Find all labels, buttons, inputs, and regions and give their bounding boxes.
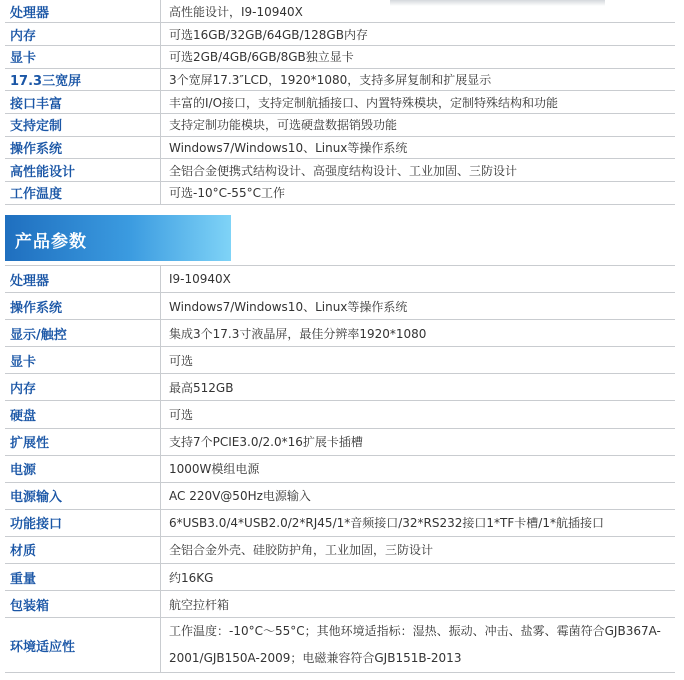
row-label: 操作系统: [5, 136, 161, 159]
row-value: Windows7/Windows10、Linux等操作系统: [161, 293, 676, 320]
row-label: 处理器: [5, 0, 161, 23]
row-value: 全铝合金便携式结构设计、高强度结构设计、工业加固、三防设计: [161, 159, 676, 182]
table-row: [5, 45, 675, 68]
table-row: [5, 293, 675, 320]
section-title: 产品参数: [15, 232, 87, 252]
table-row: [5, 23, 675, 46]
table-row: [5, 91, 675, 114]
row-value: 可选: [161, 347, 676, 374]
table-row: [5, 266, 675, 293]
table-row: [5, 182, 675, 205]
row-value: 可选-10°C-55°C工作: [161, 182, 676, 205]
row-value: AC 220V@50Hz电源输入: [161, 482, 676, 509]
params-table: [5, 265, 675, 673]
row-value: 丰富的I/O接口，支持定制航插接口、内置特殊模块，定制特殊结构和功能: [161, 91, 676, 114]
row-value: 可选16GB/32GB/64GB/128GB内存: [161, 23, 676, 46]
row-label: 内存: [5, 374, 161, 401]
row-value: I9-10940X: [161, 266, 676, 293]
row-value: Windows7/Windows10、Linux等操作系统: [161, 136, 676, 159]
table-row: [5, 509, 675, 536]
row-value: 工作温度：-10°C～55°C；其他环境适指标：湿热、振动、冲击、盐雾、霉菌符合GJB367A-2001/GJB150A-2009；电磁兼容符合GJB151B-2013: [161, 618, 676, 673]
table-row: [5, 482, 675, 509]
row-value: 3个宽屏17.3″LCD，1920*1080，支持多屏复制和扩展显示: [161, 68, 676, 91]
row-value: 1000W模组电源: [161, 455, 676, 482]
row-value: 6*USB3.0/4*USB2.0/2*RJ45/1*音频接口/32*RS232接口1*TF卡槽/1*航插接口: [161, 509, 676, 536]
row-value: 可选2GB/4GB/6GB/8GB独立显卡: [161, 45, 676, 68]
row-label: 显卡: [5, 347, 161, 374]
table-row: [5, 455, 675, 482]
row-label: 显卡: [5, 45, 161, 68]
row-label: 17.3三宽屏: [5, 68, 161, 91]
row-value: 全铝合金外壳、硅胶防护角，工业加固，三防设计: [161, 536, 676, 563]
row-value: 最高512GB: [161, 374, 676, 401]
row-value: 高性能设计，I9-10940X: [161, 0, 676, 23]
table-row: [5, 347, 675, 374]
row-label: 工作温度: [5, 182, 161, 205]
table-row: [5, 374, 675, 401]
row-label: 材质: [5, 536, 161, 563]
row-label: 功能接口: [5, 509, 161, 536]
row-label: 支持定制: [5, 113, 161, 136]
table-row: [5, 618, 675, 673]
row-label: 电源输入: [5, 482, 161, 509]
table-row: [5, 320, 675, 347]
row-label: 高性能设计: [5, 159, 161, 182]
row-value: 约16KG: [161, 564, 676, 591]
table-row: [5, 68, 675, 91]
table-row: [5, 0, 675, 23]
table-row: [5, 401, 675, 428]
row-value: 支持7个PCIE3.0/2.0*16扩展卡插槽: [161, 428, 676, 455]
row-label: 内存: [5, 23, 161, 46]
row-label: 包装箱: [5, 591, 161, 618]
features-table: [5, 0, 675, 205]
row-value: 航空拉杆箱: [161, 591, 676, 618]
row-label: 电源: [5, 455, 161, 482]
table-row: [5, 564, 675, 591]
row-value: 可选: [161, 401, 676, 428]
row-label: 扩展性: [5, 428, 161, 455]
row-value: 集成3个17.3寸液晶屏，最佳分辨率1920*1080: [161, 320, 676, 347]
row-label: 重量: [5, 564, 161, 591]
table-row: [5, 159, 675, 182]
row-label: 环境适应性: [5, 618, 161, 673]
row-label: 处理器: [5, 266, 161, 293]
section-header: [5, 215, 231, 261]
table-row: [5, 136, 675, 159]
row-label: 接口丰富: [5, 91, 161, 114]
table-row: [5, 113, 675, 136]
row-label: 操作系统: [5, 293, 161, 320]
row-label: 硬盘: [5, 401, 161, 428]
table-row: [5, 536, 675, 563]
row-value: 支持定制功能模块，可选硬盘数据销毁功能: [161, 113, 676, 136]
table-row: [5, 591, 675, 618]
row-label: 显示/触控: [5, 320, 161, 347]
table-row: [5, 428, 675, 455]
